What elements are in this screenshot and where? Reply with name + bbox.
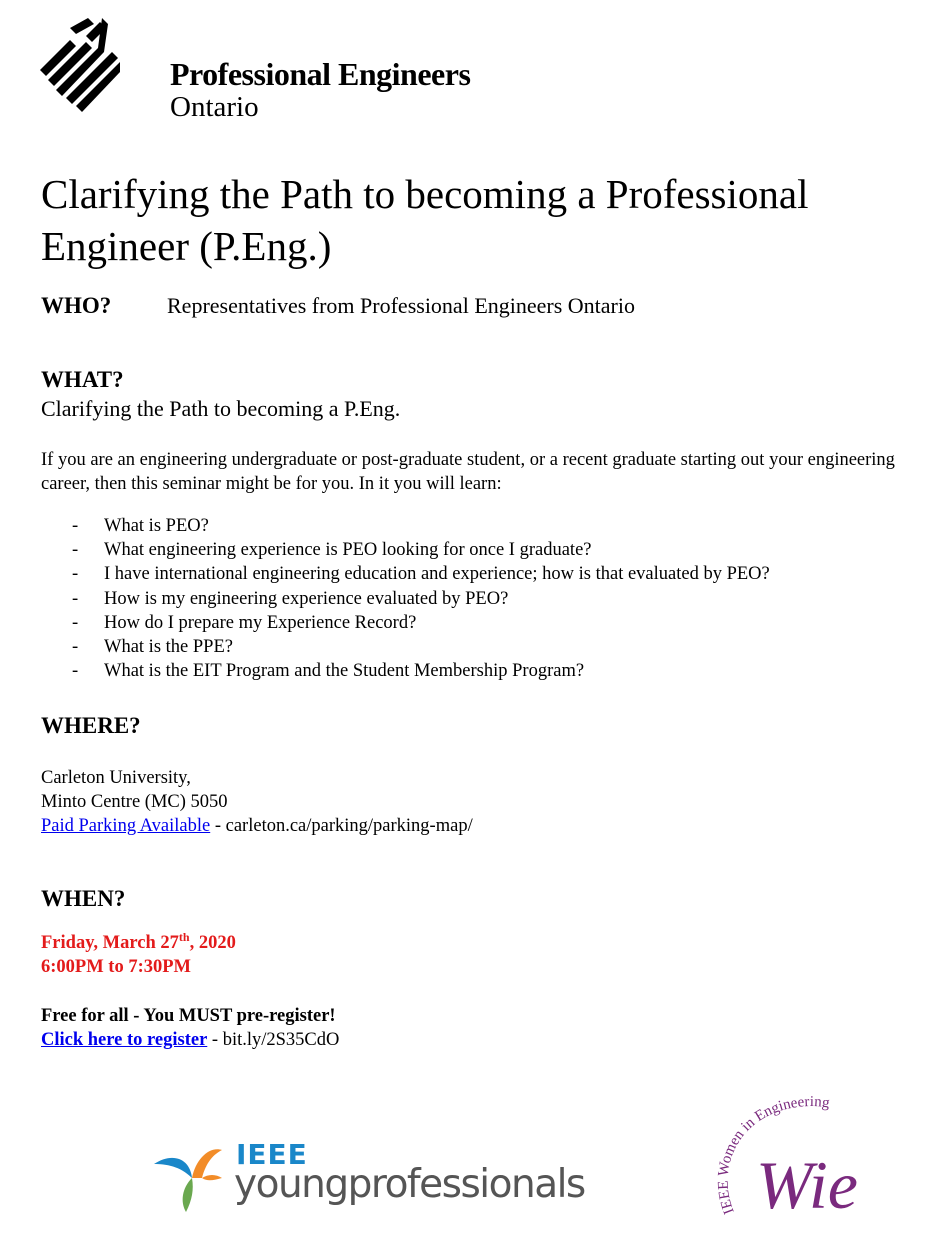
- bullet-dash: -: [72, 637, 79, 658]
- what-heading: WHAT?: [41, 367, 124, 392]
- date-superscript: th: [178, 929, 190, 944]
- org-name-line1: Professional Engineers: [170, 56, 471, 92]
- date-suffix: , 2020: [189, 933, 236, 953]
- bullet-dash: -: [72, 661, 79, 682]
- list-item: [72, 514, 770, 538]
- list-item-text: How is my engineering experience evaluated by PEO?: [104, 588, 509, 609]
- bullet-dash: -: [72, 516, 79, 536]
- org-name-line2: Ontario: [170, 91, 259, 123]
- page-title: Clarifying the Path to becoming a Professional Engineer (P.Eng.): [41, 171, 809, 269]
- wie-arc-text: IEEE Women in Engineering: [715, 1094, 831, 1217]
- bullet-dash: -: [72, 612, 79, 633]
- register-url-text: - bit.ly/2S35CdO: [207, 1030, 340, 1050]
- bullet-dash: -: [72, 588, 79, 609]
- free-notice: Free for all - You MUST pre-register!: [41, 1006, 336, 1026]
- who-text: Representatives from Professional Engineers Ontario: [167, 293, 635, 318]
- address-line1: Carleton University,: [41, 768, 191, 788]
- young-professionals-leaf-icon: [152, 1144, 224, 1214]
- list-item-text: I have international engineering education and experience; how is that evaluated by PEO?: [104, 564, 770, 585]
- event-date: [41, 929, 236, 954]
- when-heading: WHEN?: [41, 886, 126, 911]
- list-item: [72, 635, 770, 659]
- bullet-dash: -: [72, 564, 79, 585]
- who-heading: WHO?: [41, 293, 112, 318]
- list-item-text: How do I prepare my Experience Record?: [104, 612, 417, 633]
- list-item-text: What engineering experience is PEO looking for once I graduate?: [104, 540, 592, 561]
- list-item-text: What is PEO?: [104, 516, 209, 536]
- register-link[interactable]: Click here to register: [41, 1030, 208, 1050]
- address-line2: Minto Centre (MC) 5050: [41, 792, 228, 812]
- list-item-text: What is the EIT Program and the Student Membership Program?: [104, 661, 585, 682]
- parking-line: [41, 816, 473, 837]
- wie-logo: [712, 1094, 882, 1219]
- parking-url-text: - carleton.ca/parking/parking-map/: [210, 816, 473, 836]
- peo-logo-icon: [40, 18, 120, 118]
- list-item: [72, 538, 770, 562]
- bullet-dash: -: [72, 540, 79, 561]
- intro-paragraph: If you are an engineering undergraduate or post-graduate student, or a recent graduate starting out your engineering career, then this seminar might be for you. In it you will learn:: [41, 450, 895, 494]
- where-heading: WHERE?: [41, 713, 141, 738]
- list-item: [72, 587, 770, 611]
- what-subtitle: Clarifying the Path to becoming a P.Eng.: [41, 396, 401, 421]
- list-item: [72, 562, 770, 586]
- yp-wordmark: youngprofessionals: [234, 1162, 585, 1207]
- register-line: [41, 1030, 339, 1051]
- parking-link[interactable]: Paid Parking Available: [41, 816, 211, 836]
- yp-ieee-text: IEEE: [236, 1138, 308, 1171]
- wie-mark: Wie: [756, 1147, 858, 1219]
- date-prefix: Friday, March 27: [41, 933, 179, 953]
- list-item: [72, 611, 770, 635]
- event-time: 6:00PM to 7:30PM: [41, 957, 192, 977]
- list-item: [72, 659, 770, 683]
- list-item-text: What is the PPE?: [104, 637, 233, 658]
- learn-list: [72, 514, 770, 683]
